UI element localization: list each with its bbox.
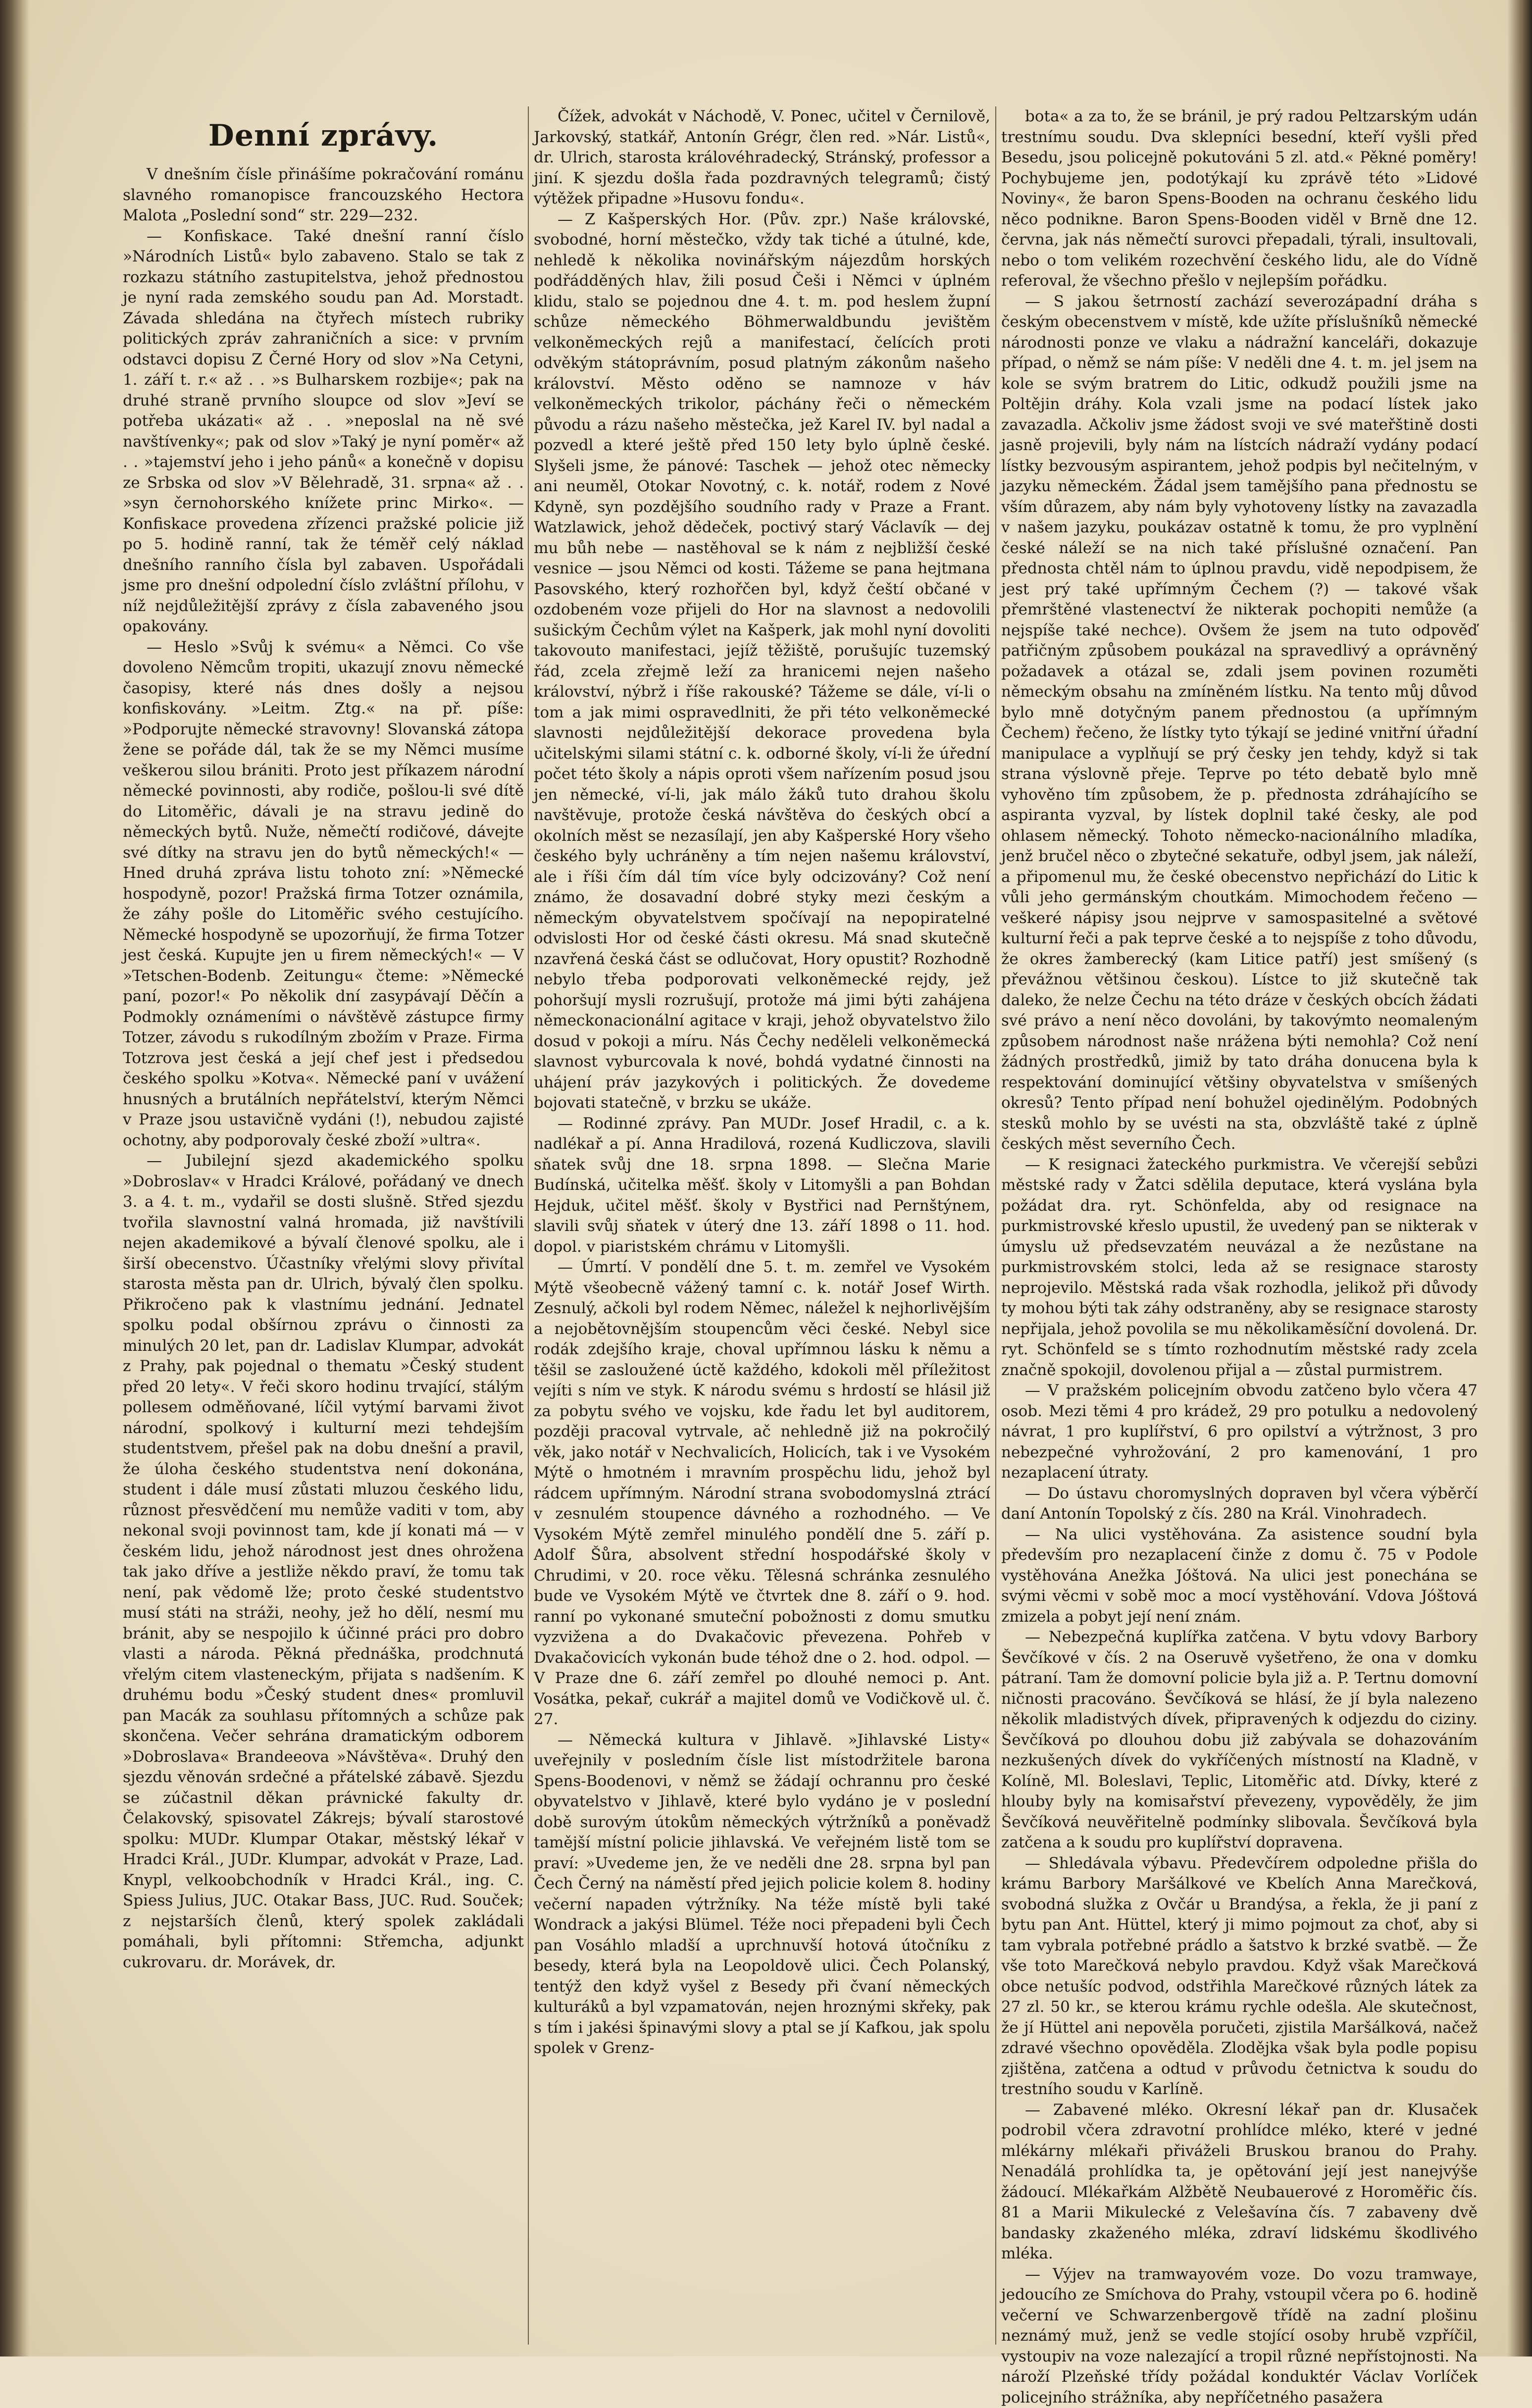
page-edge-shadow bbox=[1507, 0, 1532, 2357]
col3-paragraph: — V pražském policejním obvodu zatčeno bylo včera 47 osob. Mezi těmi 4 pro krádež, 29 pro potulku a nedovolený návrat, 1 pro kuplířství, 6 pro opilství a výtržnost, 3 pro nebezpečné vyhrožování, 2 pro kamenování, 1 pro nezaplacení útraty. bbox=[1001, 1381, 1478, 1484]
page-binding-shadow bbox=[0, 0, 30, 2357]
col2-paragraph: — Z Kašperských Hor. (Pův. zpr.) Naše královské, svobodné, horní městečko, vždy tak tiché a útulné, kde, nehledě k několika novinářským nájezdům horských podřádděných hlav, žili posud Češi i Němci v úplném klidu, stalo se pojednou dne 4. t. m. pod heslem župní schůze německého Böhmerwaldbundu jevištěm velkoněmeckých rejů a manifestací, čelících proti odvěkým státoprávním, posud platným zákonům našeho království. Město oděno se namnoze v háv velkoněmeckých trikolor, páchány řeči o německém původu a rázu našeho městečka, jež Karel IV. byl nadal a pozvedl a které ještě před 150 lety bylo úplně české. Slyšeli jsme, že pánové: Taschek — jehož otec německy ani neuměl, Otokar Novotný, c. k. notář, rodem z Nové Kdyně, syn pozdějšího soudního rady v Praze a Frant. Watzlawick, jehož dědeček, poctivý starý Václavík — dej mu bůh nebe — nastěhoval se k nám z nejbližší české vesnice — jsou Němci od kosti. Tážeme se pana hejtmana Pasovského, který rozhořčen byl, když čeští občané v ozdobeném voze přijeli do Hor na slavnost a nedovolili sušickým Čechům výlet na Kašperk, jak mohl nyní dovoliti takovouto manifestaci, jejíž těžiště, porušujíc tuzemský řád, zcela zřejmě leží za hranicemi nejen našeho království, nýbrž i říše rakouské? Tážeme se dále, ví-li o tom a jak mimi ospravedlniti, že při této velkoněmecké slavnosti nejdůležitější dekorace provedena byla učitelskými silami státní c. k. odborné školy, ví-li že úřední počet této školy a nápis oproti všem nařízením posud jsou jen německé, ví-li, jak málo žáků tuto drahou školu navštěvuje, protože česká návštěva do českých obcí a okolních měst se nezasílají, jen aby Kašperské Hory všeho českého byly uchráněny a tím nejen našemu království, ale i říši čím dál tím více byly odcizovány? Což není známo, že dosavadní dobré styky mezi českým a německým obyvatelstvem spočívají na nepopiratelné odvislosti Hor od české části okresu. Má snad skutečně nzavřená česká část se odlučovat, Hory opustit? Rozhodně nebylo třeba podporovati velkoněmecké rejdy, jež pohoršují mysli rozrušují, protože má jimi býti zahájena německonacionální agitace v kraji, jehož obyvatelstvo žilo dosud v pokoji a míru. Nás Čechy neděleli velkoněmecká slavnost vyburcovala k nové, bohdá vydatné činnosti na uhájení práv jazykových i politických. Že dovedeme bojovati statečně, v brzku se ukáže. bbox=[534, 209, 990, 1114]
column-divider bbox=[995, 106, 996, 2345]
col2-paragraph: — Německá kultura v Jihlavě. »Jihlavské Listy« uveřejnily v posledním čísle list místodržitele barona Spens-Boodenovi, v němž se žádají ochrannu pro české obyvatelstvo v Jihlavě, které bylo vydáno je v poslední době surovým útokům německých výtržníků a poněvadž tamější místní policie jihlavská. Ve veřejném listě tom se praví: »Uvedeme jen, že ve neděli dne 28. srpna byl pan Čech Černý na náměstí před jejich policie kolem 8. hodiny večerní napaden výtržníky. Na téže místě byli také Wondrack a jakýsi Blümel. Téže noci přepadeni byli Čech pan Vosáhlo mladší a uprchnuvší hotová útočníku z besedy, která byla na Leopoldově ulici. Čech Polanský, tentýž den když vyšel z Besedy při čvaní německých kulturáků a byl vzpamatován, nejen hroznými skřeky, pak s tím i jakési špinavými slovy a ptal se jí Kafkou, jak spolu spolek v Grenz- bbox=[534, 1730, 990, 2059]
col1-paragraph: — Heslo »Svůj k svému« a Němci. Co vše dovoleno Němcům tropiti, ukazují znovu německé časopisy, které nás dnes došly a nejsou konfiskovány. »Leitm. Ztg.« na př. píše: »Podporujte německé stravovny! Slovanská zátopa žene se pořáde dál, tak že se my Němci musíme veškerou silou brániti. Proto jest příkazem národní německé povinnosti, aby rodiče, pošlou-li své dítě do Litoměřic, dávali je na stravu jedině do německých bytů. Nuže, němečtí rodičové, dávejte své dítky na stravu jen do bytů německých!« — Hned druhá zpráva listu tohoto zní: »Německé hospodyně, pozor! Pražská firma Totzer oznámila, že záhy pošle do Litoměřic svého cestujícího. Německé hospodyně se upozorňují, že firma Totzer jest česká. Kupujte jen u firem německých!« — V »Tetschen-Bodenb. Zeitungu« čteme: »Německé paní, pozor!« Po několik dní zasypávají Děčín a Podmokly oznámeními o návštěvě zástupce firmy Totzer, závodu s rukodílným zbožím v Praze. Firma Totzrova jest česká a její chef jest i předsedou českého spolku »Kotva«. Německé paní v uvážení hnusných a brutálních nepřátelství, kterým Němci v Praze jsou ustavičně vydáni (!), nebudou zajisté ochotny, aby podporovaly české zboží »ultra«. bbox=[123, 637, 524, 1151]
col1-paragraph: V dnešním čísle přinášíme pokračování románu slavného romanopisce francouzského Hectora Malota „Poslední sond“ str. 229—232. bbox=[123, 164, 524, 226]
col3-paragraph: — Nebezpečná kuplířka zatčena. V bytu vdovy Barbory Ševčíkové v čís. 2 na Oseruvě vyšetřeno, že ona v domku pátraní. Tam že domovní policie byla již a. P. Tertnu domovní ničnosti pracováno. Ševčíková se hlásí, že jí byla nalezeno několik mladistvých dívek, připravených k odjezdu do ciziny. Ševčíková po dlouhou dobu již zabývala se dohazováním nezkušených dívek do vykříčených místností na Kladně, v Kolíně, Ml. Boleslavi, Teplic, Litoměřic atd. Dívky, které z hlouby byly na komisařství převezeny, vypověděly, že jim Ševčíková neuvěřitelně podmínky slibovala. Ševčíková byla zatčena a k soudu pro kuplířství dopravena. bbox=[1001, 1627, 1478, 1853]
col1-paragraph: — Jubilejní sjezd akademického spolku »Dobroslav« v Hradci Králové, pořádaný ve dnech 3. a 4. t. m., vydařil se dosti slušně. Střed sjezdu tvořila slavnostní valná hromada, již navštívili nejen akademikové a bývalí členové spolku, ale i širší obecenstvo. Účastníky vřelými slovy přivítal starosta města pan dr. Ulrich, bývalý člen spolku. Přikročeno pak k vlastnímu jednání. Jednatel spolku podal obšírnou zprávu o činnosti za minulých 20 let, pan dr. Ladislav Klumpar, advokát z Prahy, pak pojednal o thematu »Český student před 20 lety«. V řeči skoro hodinu trvající, stálým pollesem odměňované, líčil vytýmí barvami život národní, spolkový i kulturní mezi tehdejším studentstvem, přešel pak na dobu dnešní a pravil, že úloha českého studentstva není dokonána, student i dále musí zůstati mluzou českého lidu, různost přesvědčení mu nemůže vaditi v tom, aby nekonal svoji povinnost tam, kde jí konati má — v českém lidu, jehož národnost jest dnes ohrožena tak jako dříve a jestliže někdo praví, že tomu tak není, pak vědomě lže; proto české studentstvo musí státi na stráži, neohy, jež ho dělí, nesmí mu bránit, aby se nespojilo k účinné práci pro dobro vlasti a národa. Pěkná přednáška, prodchnutá vřelým citem vlasteneckým, přijata s nadšením. K druhému bodu »Český student dnes« promluvil pan Macák za souhlasu přítomných a schůze pak skončena. Večer sehrána dramatickým odborem »Dobroslava« Brandeeova »Návštěva«. Druhý den sjezdu věnován srdečné a přátelské zábavě. Sjezdu se zúčastnil děkan právnické fakulty dr. Čelakovský, spisovatel Zákrejs; bývalí starostové spolku: MUDr. Klumpar Otakar, městský lékař v Hradci Král., JUDr. Klumpar, advokát v Praze, Lad. Knypl, velkoobchodník v Hradci Král., ing. C. Spiess Julius, JUC. Otakar Bass, JUC. Rud. Souček; z nejstarších členů, který spolek zakládali pomáhali, byli přítomni: Střemcha, adjunkt cukrovaru. dr. Morávek, dr. bbox=[123, 1151, 524, 1973]
column-divider bbox=[528, 106, 529, 2345]
col3-paragraph: — S jakou šetrností zachází severozápadní dráha s českým obecenstvem v místě, kde užíte příslušníků německé národnosti ponze ve vlaku a nádražní kanceláři, dokazuje případ, o němž se nám píše: V neděli dne 4. t. m. jel jsem na kole se svým bratrem do Litic, odkudž použili jsme na Poltějin dráhy. Kola vzali jsme na podací lístek jako zavazadla. Ačkoliv jsme žádost svoji ve své mateřštině dosti jasně projevili, byly nám na lístcích nádraží vydány podací lístky bezvousým aspirantem, jehož podpis byl nečitelným, v jazyku německém. Žádal jsem tamějšího pana přednostu se vším důrazem, aby nám byly vyhotoveny lístky na zavazadla v našem jazyku, poukázav ostatně k tomu, že pro vyplnění české náleží se na nich také příslušné označení. Pan přednosta chtěl nám to úplnou pravdu, vidě nepodpisem, že jest prý také upřímným Čechem (?) — takové však přemrštěné vlastenectví že nikterak pochopiti nemůže (a nejspíše také nechce). Ovšem že jsem na tuto odpověď patřičným způsobem poukázal na spravedlivý a oprávněný požadavek a otázal se, zdali jsem povinen rozuměti německým obsahu na zmíněném lístku. Na tento můj důvod bylo mně dotyčným panem přednostou (a upřímným Čechem) řečeno, že lístky tyto týkají se jediné vnitřní úřadní manipulace a vyplňují se prý česky jen tehdy, když si tak strana výslovně přeje. Teprve po této debatě bylo mně vyhověno tím způsobem, že p. přednosta zdráhajícího se aspiranta vyzval, by lístek doplnil také česky, ale pod ohlasem německý. Tohoto německo-nacionálního mladíka, jenž bručel něco o zbytečné sekatuře, odbyl jsem, jak náleží, a připomenul mu, že české obecenstvo nepřichází do Litic k vůli jeho germánským choutkám. Mimochodem řečeno — veškeré nápisy jsou nejprve v samospasitelné a světové kulturní řeči a pak teprve české a to nejspíše z toho důvodu, že okres žamberecký (kam Litice patří) jest smíšený (s převážnou většinou českou). Lístce to již skutečně tak daleko, že nelze Čechu na této dráze v českých obcích žádati své právo a není něco dovoláni, by takovýmto neomaleným způsobem národnost naše nrážena býti nemohla? Což není žádných prostředků, jimiž by tato dráha donucena byla k respektování dominující většiny obyvatelstva v smíšených okresů? Tento případ není bohužel ojedinělým. Podobných stesků mohlo by se uvésti na sta, obzvláště také z úplně českých měst severního Čech. bbox=[1001, 292, 1478, 1155]
col3-paragraph: — Výjev na tramwayovém voze. Do vozu tramwaye, jedoucího ze Smíchova do Prahy, vstoupil včera po 6. hodině večerní ve Schwarzenbergově třídě na zadní plošinu neznámý muž, jenž se vedle stojící osoby hrubě vzpříčil, vystoupiv na voze nalezající a tropil různé nepřístojnosti. Na nároží Plzeňské třídy požádal konduktér Václav Vorlíček policejního strážníka, aby nepříčetného pasažera bbox=[1001, 2264, 1478, 2408]
column-2 bbox=[534, 106, 990, 2345]
col3-paragraph: — K resignaci žateckého purkmistra. Ve včerejší sebůzi městské rady v Žatci sdělila deputace, která vyslána byla požádat dra. ryt. Schönfelda, aby od resignace na purkmistrovské křeslo upustil, že uvedený pan se nikterak v úmyslu už předsevzatém neuvázal a že nezůstane na purkmistrovském stolci, leda až se resignace starosty neprojevilo. Městská rada však rozhodla, jelikož při důvody ty mohou býti tak záhy odstraněny, aby se resignace starosty nepřijala, jehož povolila se mu několikaměsíční dovolená. Dr. ryt. Schönfeld se s tímto rozhodnutím městské rady zcela značně spokojil, dovolenou přijal a — zůstal purmistrem. bbox=[1001, 1155, 1478, 1381]
col3-paragraph: — Na ulici vystěhována. Za asistence soudní byla především pro nezaplacení činže z domu č. 75 v Podole vystěhována Anežka Jóštová. Na ulici jest ponechána se svými věcmi v sobě moc a mocí vystěhování. Vdova Jóštová zmizela a pobyt její není znám. bbox=[1001, 1525, 1478, 1628]
col3-paragraph: — Shledávala výbavu. Předevčírem odpoledne přišla do krámu Barbory Maršálkové ve Kbelích Anna Marečková, svobodná služka z Ovčár u Brandýsa, a řekla, že ji paní z bytu pan Ant. Hüttel, který ji mimo pojmout za choť, aby si tam vybrala potřebné prádlo a šatstvo k brzké svatbě. — Že vše toto Marečková nebylo pravdou. Když však Marečková obce netušíc podvod, odstřihla Marečkové různých látek za 27 zl. 50 kr., se kterou krámu rychle odešla. Ale skutečnost, že jí Hüttel ani nepověla poručeti, zjistila Maršálková, načež zdravé všechno opověděla. Zlodějka však byla podle popisu zjištěna, zatčena a odtud v průvodu četnictva k soudu do trestního soudu v Karlíně. bbox=[1001, 1853, 1478, 2100]
col3-paragraph: — Do ústavu choromyslných dopraven byl včera výběrčí daní Antonín Topolský z čís. 280 na Král. Vinohradech. bbox=[1001, 1484, 1478, 1525]
col1-paragraph: — Konfiskace. Také dnešní ranní číslo »Národních Listů« bylo zabaveno. Stalo se tak z rozkazu státního zastupitelstva, jehož přednostou je nyní rada zemského soudu pan Ad. Morstadt. Závada shledána na čtyřech místech rubriky politických zpráv zahraničních a sice: v prvním odstavci dopisu Z Černé Hory od slov »Na Cetyni, 1. září t. r.« až . . »s Bulharskem rozbije«; pak na druhé straně prvního sloupce od slov »Jeví se potřeba ukázati« až . . »neposlal na ně své navštívenky«; pak od slov »Taký je nyní poměr« až . . »tajemství jeho i jeho pánů« a konečně v dopisu ze Srbska od slov »V Bělehradě, 31. srpna« až . . »syn černohorského knížete princ Mirko«. — Konfiskace provedena zřízenci pražské policie již po 5. hodině ranní, tak že téměř celý náklad dnešního ranního čísla byl zabaven. Uspořádali jsme pro dnešní odpolední číslo zvláštní přílohu, v níž nejdůležitější zprávy z čísla zabaveného jsou opakovány. bbox=[123, 226, 524, 637]
col2-paragraph: Čížek, advokát v Náchodě, V. Ponec, učitel v Černilově, Jarkovský, statkář, Antonín Grégr, člen red. »Nár. Listů«, dr. Ulrich, starosta královéhradecký, Stránský, professor a jiní. K sjezdu došla řada pozdravných telegramů; čistý výtěžek připadne »Husovu fondu«. bbox=[534, 106, 990, 209]
col3-paragraph: bota« a za to, že se bránil, je prý radou Peltzarským udán trestnímu soudu. Dva sklepníci besední, kteří vyšli před Besedu, jsou policejně pokutováni 5 zl. atd.« Pěkné poměry! Pochybujeme jen, podotýkají ku zprávě této »Lidové Noviny«, že baron Spens-Booden na ochranu českého lidu něco podnikne. Baron Spens-Booden viděl v Brně dne 12. června, jak nás němečtí surovci přepadali, týrali, insultovali, nebo o tom velikém rozechvění českého lidu, ale do Vídně referoval, že všechno přešlo v nejlepším pořádku. bbox=[1001, 106, 1478, 292]
section-heading: Denní zprávy. bbox=[123, 118, 524, 154]
column-3 bbox=[1001, 106, 1478, 2345]
column-1 bbox=[123, 124, 524, 2362]
col2-paragraph: — Úmrtí. V pondělí dne 5. t. m. zemřel ve Vysokém Mýtě všeobecně vážený tamní c. k. notář Josef Wirth. Zesnulý, ačkoli byl rodem Němec, náležel k nejhorlivějším a nejobětovnějším stoupencům věci české. Nebyl sice rodák zdejšího kraje, choval upřímnou lásku k němu a těšil se zasloužené úctě každého, kdokoli měl příležitost vejíti s ním ve styk. K národu svému s hrdostí se hlásil již za pobytu svého ve vojsku, kde řadu let byl auditorem, později pracoval vytrvale, ač nehledně již na pokročilý věk, jako notář v Nechvalicích, Holicích, tak i ve Vysokém Mýtě o hmotném i mravním prospěchu lidu, jehož byl rádcem upřímným. Národní strana svobodomyslná ztrácí v zesnulém stoupence dávného a rozhodného. — Ve Vysokém Mýtě zemřel minulého pondělí dne 5. září p. Adolf Šůra, absolvent střední hospodářské školy v Chrudimi, v 20. roce věku. Tělesná schránka zesnulého bude ve Vysokém Mýtě ve čtvrtek dne 8. září o 9. hod. ranní po vykonané smuteční pobožnosti z domu smutku vyzvižena a do Dvakačovic převezena. Pohřeb v Dvakačovicích vykonán bude téhož dne o 2. hod. odpol. — V Praze dne 6. září zemřel po dlouhé nemoci p. Ant. Vosátka, pekař, cukrář a majitel domů ve Vodičkově ul. č. 27. bbox=[534, 1257, 990, 1730]
col2-paragraph: — Rodinné zprávy. Pan MUDr. Josef Hradil, c. a k. nadlékař a pí. Anna Hradilová, rozená Kudliczova, slavili sňatek svůj dne 18. srpna 1898. — Slečna Marie Budínská, učitelka měšť. školy v Litomyšli a pan Bohdan Hejduk, učitel měšť. školy v Bystřici nad Pernštýnem, slavili svůj sňatek v úterý dne 13. září 1898 o 11. hod. dopol. v piaristském chrámu v Litomyšli. bbox=[534, 1114, 990, 1258]
col3-paragraph: — Zabavené mléko. Okresní lékař pan dr. Klusaček podrobil včera zdravotní prohlídce mléko, které v jedné mlékárny mlékaři přiváželi Bruskou branou do Prahy. Nenadálá prohlídka ta, je opětování její jest nanejvýše žádoucí. Mlékařkám Alžbětě Neubauerové z Horoměřic čís. 81 a Marii Mikulecké z Velešavína čís. 7 zabaveny dvě bandasky zkaženého mléka, zdraví lidskému škodlivého mléka. bbox=[1001, 2100, 1478, 2264]
